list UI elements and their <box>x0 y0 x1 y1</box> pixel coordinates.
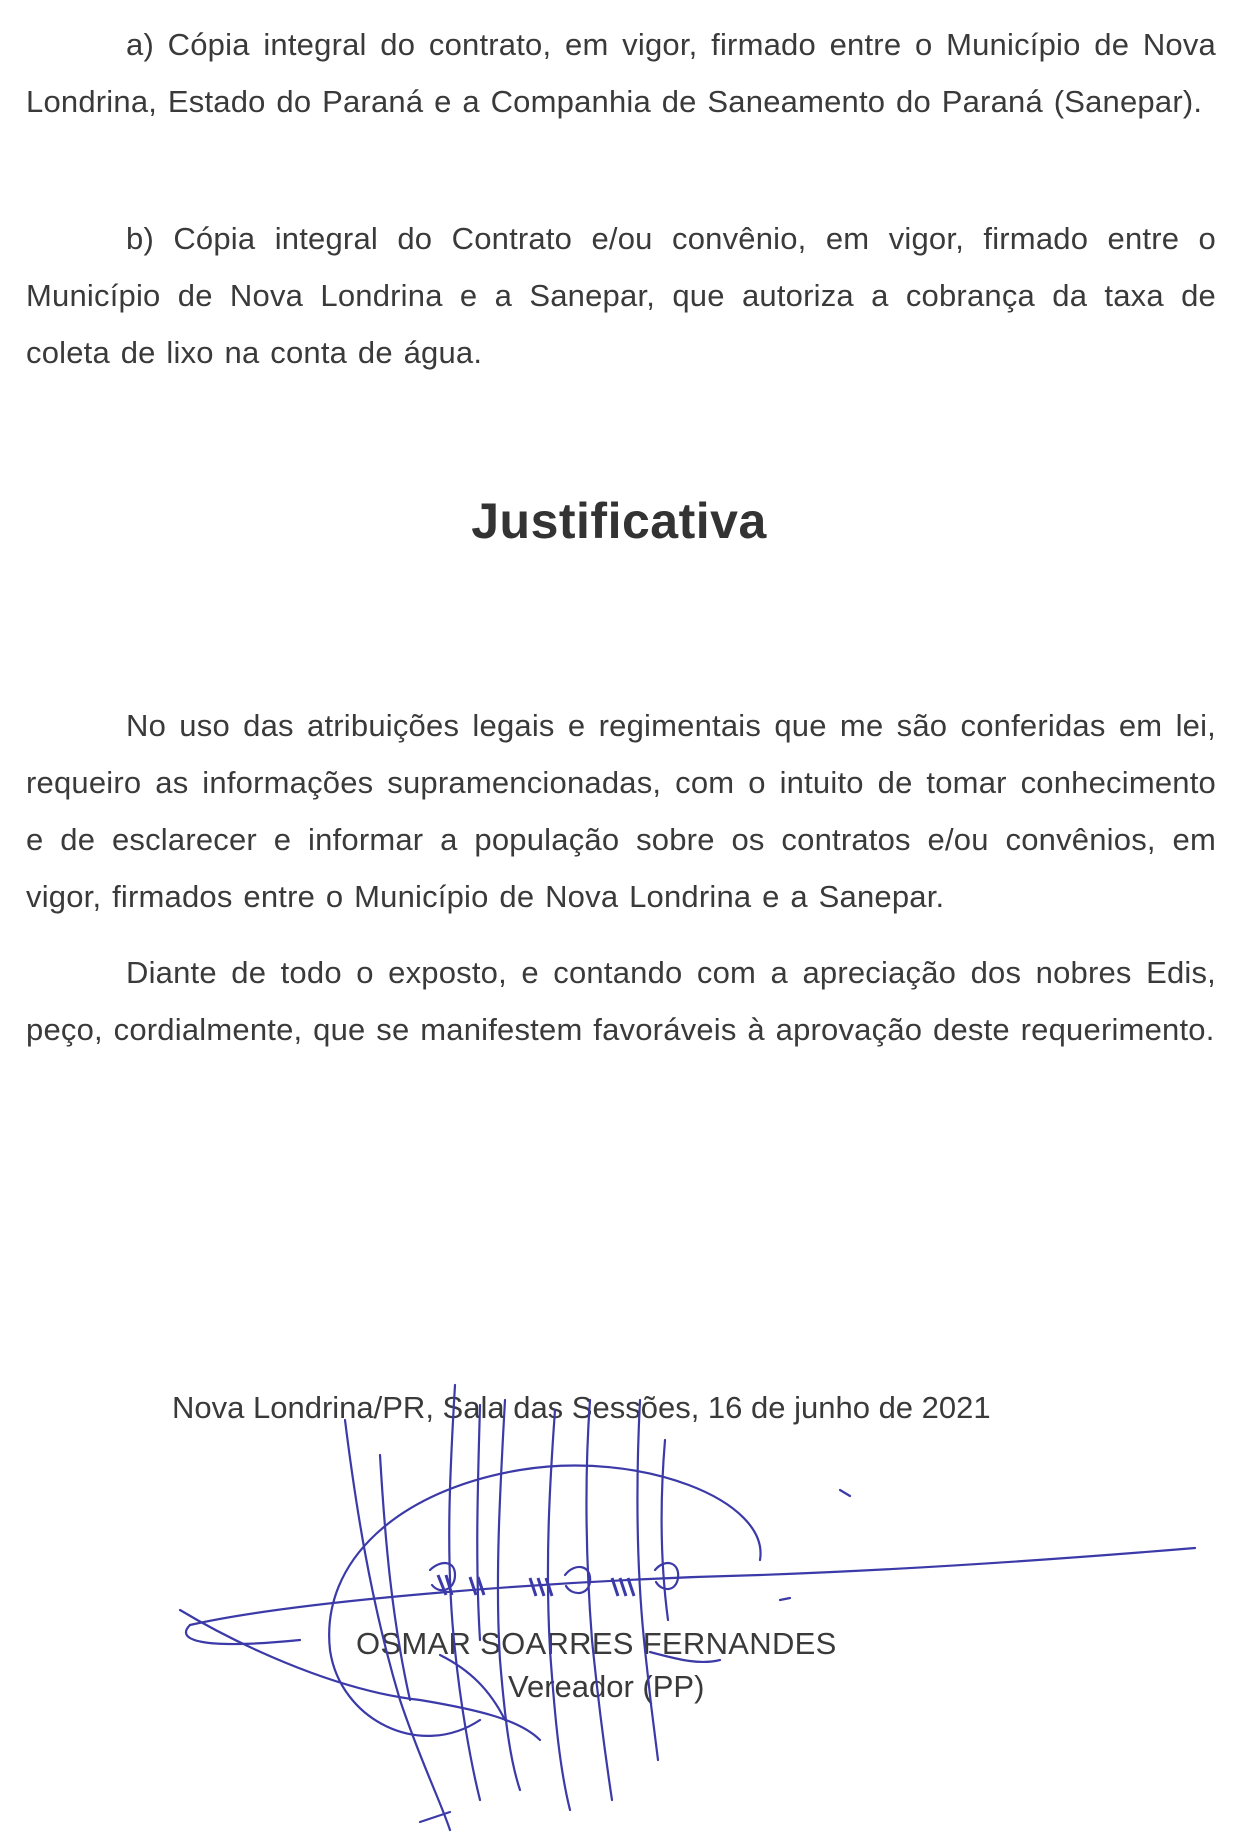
signer-role: Vereador (PP) <box>508 1669 705 1704</box>
signer-name: OSMAR SOARRES FERNANDES <box>356 1626 837 1661</box>
request-item-b: b) Cópia integral do Contrato e/ou convênio, em vigor, firmado entre o Município de Nova Londrina e a Sanepar, que autoriza a cobrança da taxa de coleta de lixo na conta de água. <box>26 221 1216 370</box>
justification-paragraph-1: No uso das atribuições legais e regimentais que me são conferidas em lei, requeiro as informações supramencionadas, com o intuito de tomar conhecimento e de esclarecer e informar a população sobre os contratos e/ou convênios, em vigor, firmados entre o Município de Nova Londrina e a Sanepar. <box>26 708 1216 914</box>
justification-heading: Justificativa <box>471 493 767 549</box>
place-and-date: Nova Londrina/PR, Sala das Sessões, 16 de junho de 2021 <box>172 1390 991 1425</box>
justification-paragraph-2: Diante de todo o exposto, e contando com a apreciação dos nobres Edis, peço, cordialmente, que se manifestem favoráveis à aprovação deste requerimento. <box>26 955 1216 1047</box>
request-item-a: a) Cópia integral do contrato, em vigor, firmado entre o Município de Nova Londrina, Estado do Paraná e a Companhia de Saneamento do Paraná (Sanepar). <box>26 27 1216 119</box>
